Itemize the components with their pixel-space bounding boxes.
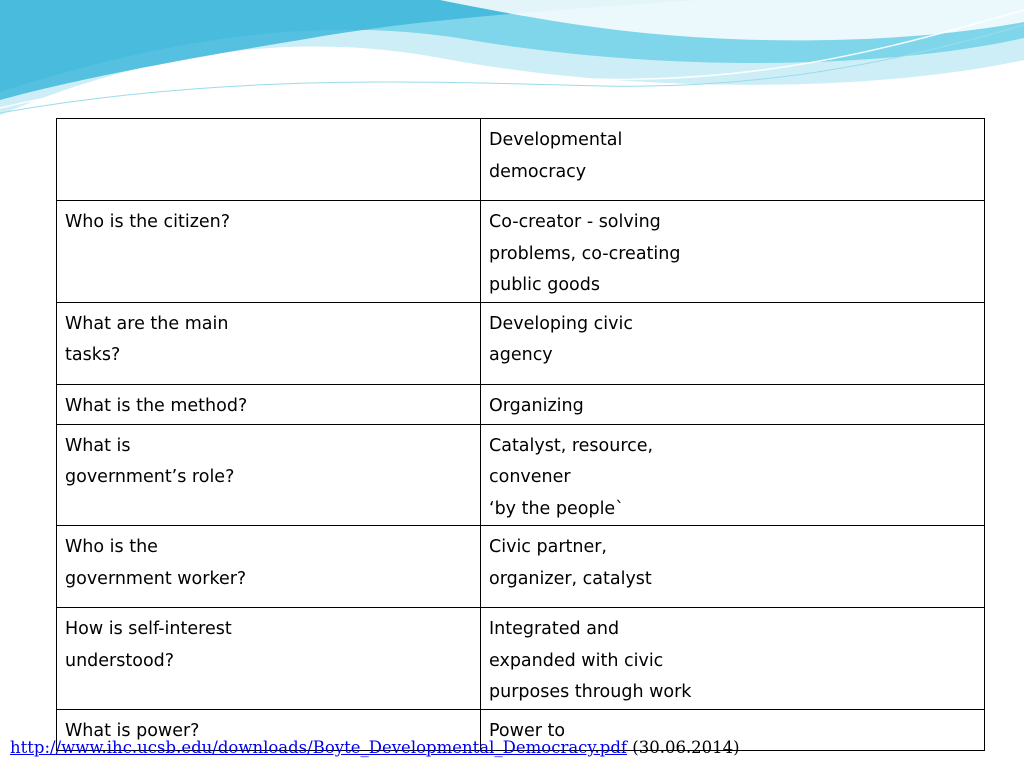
table-row xyxy=(57,424,985,526)
table-row xyxy=(57,201,985,303)
source-link[interactable]: http://www.ihc.ucsb.edu/downloads/Boyte_Developmental_Democracy.pdf xyxy=(10,738,628,757)
question-cell: What is the method? xyxy=(57,384,481,424)
answer-cell: Organizing xyxy=(481,384,985,424)
answer-cell: Civic partner, organizer, catalyst xyxy=(481,526,985,608)
table-row xyxy=(57,302,985,384)
question-cell: What is power? xyxy=(57,709,481,750)
answer-cell: Developing civic agency xyxy=(481,302,985,384)
question-cell: Who is the citizen? xyxy=(57,201,481,303)
question-cell: What are the main tasks? xyxy=(57,302,481,384)
table-row xyxy=(57,119,985,201)
answer-cell: Co-creator - solving problems, co-creating public goods xyxy=(481,201,985,303)
table-body xyxy=(57,119,985,751)
question-cell xyxy=(57,119,481,201)
table-row xyxy=(57,608,985,710)
footer-citation xyxy=(10,738,740,757)
table-row xyxy=(57,384,985,424)
question-cell: How is self-interest understood? xyxy=(57,608,481,710)
question-cell: What is government’s role? xyxy=(57,424,481,526)
citation-date: (30.06.2014) xyxy=(632,738,740,757)
table-row xyxy=(57,526,985,608)
answer-cell: Integrated and expanded with civic purposes through work xyxy=(481,608,985,710)
decorative-wave-header xyxy=(0,0,1024,120)
question-cell: Who is the government worker? xyxy=(57,526,481,608)
answer-cell: Developmental democracy xyxy=(481,119,985,201)
answer-cell: Power to xyxy=(481,709,985,750)
answer-cell: Catalyst, resource, convener ‘by the people` xyxy=(481,424,985,526)
comparison-table xyxy=(56,118,985,751)
